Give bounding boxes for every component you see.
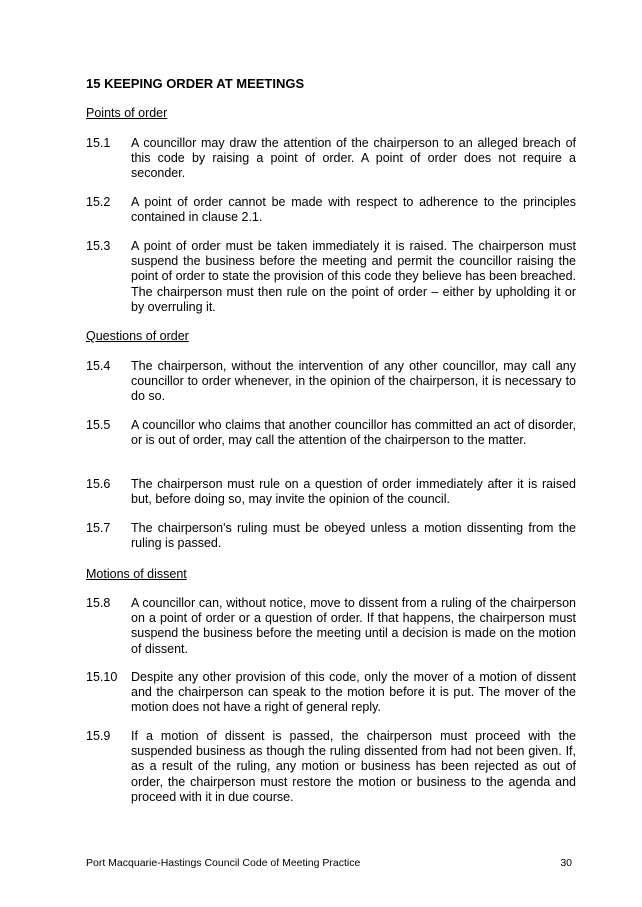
clause-15-6	[86, 477, 576, 507]
clause-15-4	[86, 359, 576, 405]
subheading-questions-of-order: Questions of order	[86, 329, 189, 343]
clause-number: 15.6	[86, 477, 111, 491]
clause-15-1	[86, 136, 576, 182]
clause-text: A point of order must be taken immediately it is raised. The chairperson must suspend the business before the meeting and permit the councillor raising the point of order to state the provision of this code they believe has been breached. The chairperson must then rule on the point of order – either by upholding it or by overruling it.	[131, 239, 576, 314]
clause-15-8	[86, 596, 576, 657]
clause-text: A councillor who claims that another councillor has committed an act of disorder, or is out of order, may call the attention of the chairperson to the matter.	[131, 418, 576, 448]
clause-number: 15.10	[86, 670, 118, 684]
clause-15-10	[86, 670, 576, 716]
clause-number: 15.1	[86, 136, 111, 150]
clause-number: 15.2	[86, 195, 111, 209]
clause-15-3	[86, 239, 576, 315]
clause-text: A councillor can, without notice, move to dissent from a ruling of the chairperson on a point of order or a question of order. If that happens, the chairperson must suspend the business before the meeting until a decision is made on the motion of dissent.	[131, 596, 576, 656]
clause-text: The chairperson must rule on a question of order immediately after it is raised but, before doing so, may invite the opinion of the council.	[131, 477, 576, 507]
clause-text: Despite any other provision of this code, only the mover of a motion of dissent and the chairperson can speak to the motion before it is put. The mover of the motion does not have a right of general reply.	[131, 670, 576, 715]
clause-text: A councillor may draw the attention of the chairperson to an alleged breach of this code by raising a point of order. A point of order does not require a seconder.	[131, 136, 576, 181]
clause-text: The chairperson's ruling must be obeyed unless a motion dissenting from the ruling is passed.	[131, 521, 576, 551]
subheading-points-of-order: Points of order	[86, 106, 168, 120]
clause-text: The chairperson, without the intervention of any other councillor, may call any councillor to order whenever, in the opinion of the chairperson, it is necessary to do so.	[131, 359, 576, 404]
clause-number: 15.5	[86, 418, 111, 432]
section-heading: 15 KEEPING ORDER AT MEETINGS	[86, 76, 305, 91]
clause-number: 15.3	[86, 239, 111, 253]
clause-number: 15.7	[86, 521, 111, 535]
clause-text: If a motion of dissent is passed, the chairperson must proceed with the suspended business as though the ruling dissented from had not been given. If, as a result of the ruling, any motion or business has been rejected as out of order, the chairperson must restore the motion or business to the agenda and proceed with it in due course.	[131, 729, 576, 804]
clause-number: 15.4	[86, 359, 111, 373]
clause-15-5	[86, 418, 576, 448]
footer-page-number: 30	[560, 857, 572, 869]
clause-number: 15.8	[86, 596, 111, 610]
clause-15-9	[86, 729, 576, 805]
clause-15-7	[86, 521, 576, 551]
footer-document-title: Port Macquarie-Hastings Council Code of Meeting Practice	[86, 857, 361, 869]
clause-text: A point of order cannot be made with respect to adherence to the principles contained in clause 2.1.	[131, 195, 576, 225]
subheading-motions-of-dissent: Motions of dissent	[86, 567, 187, 581]
clause-15-2	[86, 195, 576, 225]
clause-number: 15.9	[86, 729, 111, 743]
